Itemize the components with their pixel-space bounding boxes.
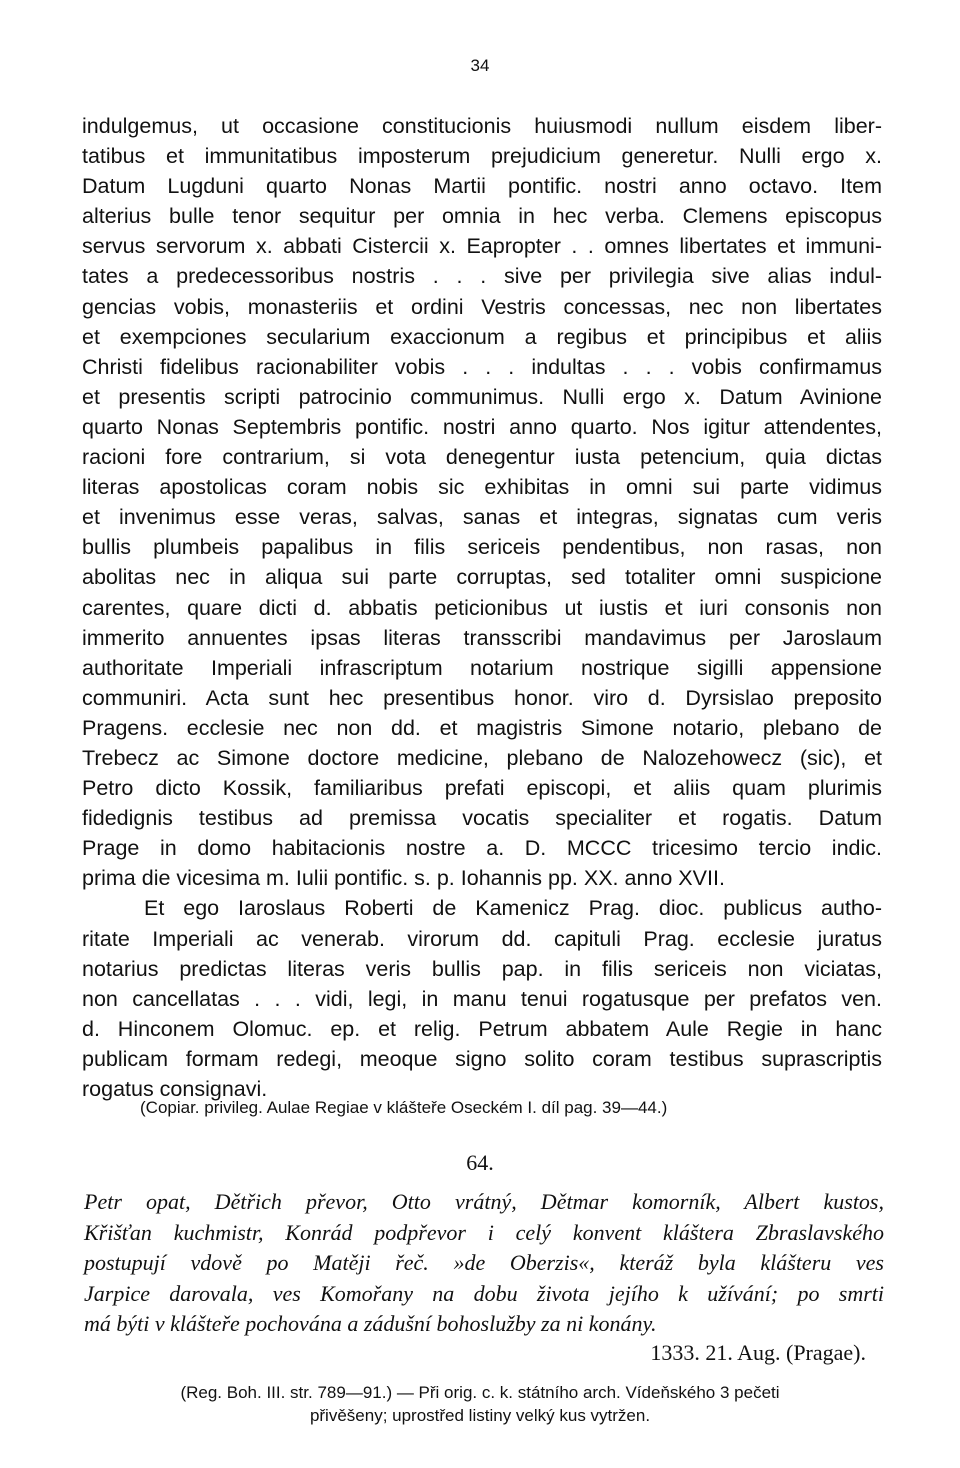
archival-note-line: přivěšeny; uprostřed listiny velký kus vytržen.	[309, 1406, 651, 1425]
latin-text-body	[82, 111, 882, 1104]
text-line: notarius predictas literas veris bullis pap. in filis sericeis non viciatas,	[82, 956, 882, 981]
text-line: publicam formam redegi, meoque signo solito coram testibus suprascriptis	[82, 1046, 882, 1071]
text-line: communiri. Acta sunt hec presentibus honor. viro d. Dyrsislao preposito	[82, 685, 882, 710]
text-line: authoritate Imperiali infrascriptum notarium nostrique sigilli appensione	[82, 655, 882, 680]
regest-line: Jarpice darovala, ves Komořany na dobu života jejího k užívání; po smrti	[84, 1280, 884, 1306]
text-line: Christi fidelibus racionabiliter vobis . . . indultas . . . vobis confirmamus	[82, 354, 882, 379]
text-line: et exempciones secularium exaccionum a regibus et principibus et aliis	[82, 324, 882, 349]
text-line: ritate Imperiali ac venerab. virorum dd. capituli Prag. ecclesie juratus	[82, 926, 882, 951]
text-line: fidedignis testibus ad premissa vocatis specialiter et rogatis. Datum	[82, 806, 882, 831]
page-number: 34	[470, 56, 490, 75]
archival-note	[80, 1381, 880, 1427]
text-line: gencias vobis, monasteriis et ordini Vestris concessas, nec non libertates	[82, 294, 882, 319]
text-line: indulgemus, ut occasione constitucionis huiusmodi nullum eisdem liber-	[82, 114, 882, 138]
text-line: racioni fore contrarium, si vota denegentur iusta petencium, quia dictas	[82, 445, 882, 470]
date-line: 1333. 21. Aug. (Pragae).	[650, 1340, 866, 1365]
czech-regest	[84, 1187, 884, 1340]
text-line: d. Hinconem Olomuc. ep. et relig. Petrum abbatem Aule Regie in hanc	[82, 1016, 882, 1041]
archival-note-line: (Reg. Boh. III. str. 789—91.) — Při orig. c. k. státního arch. Vídeňského 3 pečeti	[180, 1383, 780, 1402]
text-line: carentes, quare dicti d. abbatis peticionibus ut iustis et iuri consonis non	[82, 595, 882, 620]
text-line: tatibus et immunitatibus imposterum prejudicium generetur. Nulli ergo x.	[82, 144, 882, 169]
text-line: Datum Lugduni quarto Nonas Martii pontific. nostri anno octavo. Item	[82, 174, 882, 199]
text-line: Prage in domo habitacionis nostre a. D. MCCC tricesimo tercio indic.	[82, 836, 882, 861]
text-line: Petro dicto Kossik, familiaribus prefati episcopi, et aliis quam plurimis	[82, 776, 882, 801]
text-line: literas apostolicas coram nobis sic exhibitas in omni sui parte vidimus	[82, 475, 882, 500]
regest-line: postupují vdově po Matěji řeč. »de Oberzis«, kteráž byla klášteru ves	[84, 1250, 884, 1275]
text-line: bullis plumbeis papalibus in filis sericeis pendentibus, non rasas, non	[82, 535, 882, 560]
text-line: prima die vicesima m. Iulii pontific. s. p. Iohannis pp. XX. anno XVII.	[82, 866, 725, 891]
text-line: Trebecz ac Simone doctore medicine, plebano de Nalozehowecz (sic), et	[82, 745, 882, 770]
text-line: alterius bulle tenor sequitur per omnia in hec verba. Clemens episcopus	[82, 204, 882, 229]
regest-line: Petr opat, Dětřich převor, Otto vrátný, Dětmar komorník, Albert kustos,	[84, 1189, 884, 1214]
source-citation: (Copiar. privileg. Aulae Regiae v klášteře Oseckém I. díl pag. 39—44.)	[140, 1098, 668, 1117]
text-line: et presentis scripti patrocinio communimus. Nulli ergo x. Datum Avinione	[82, 384, 882, 409]
text-line: servus servorum x. abbati Cistercii x. Eapropter . . omnes libertates et immuni-	[82, 234, 882, 259]
text-line: rogatus consignavi.	[82, 1077, 268, 1101]
text-line: Et ego Iaroslaus Roberti de Kamenicz Prag. dioc. publicus autho-	[144, 896, 882, 921]
regest-line: má býti v klášteře pochována a zádušní bohoslužby za ni konány.	[84, 1311, 657, 1336]
text-line: tates a predecessoribus nostris . . . sive per privilegia sive alias indul-	[82, 264, 882, 289]
text-line: immerito annuentes ipsas literas transscribi mandavimus per Jaroslaum	[82, 625, 882, 650]
text-line: Pragens. ecclesie nec non dd. et magistris Simone notario, plebano de	[82, 715, 882, 740]
text-line: abolitas nec in aliqua sui parte corruptas, sed totaliter omni suspicione	[82, 565, 882, 590]
text-line: quarto Nonas Septembris pontific. nostri anno quarto. Nos igitur attendentes,	[82, 414, 882, 439]
document-number: 64.	[466, 1150, 494, 1175]
regest-line: Křišťan kuchmistr, Konrád podpřevor i celý konvent kláštera Zbraslavského	[84, 1219, 884, 1245]
text-line: non cancellatas . . . vidi, legi, in manu tenui rogatusque per prefatos ven.	[82, 986, 882, 1011]
text-line: et invenimus esse veras, salvas, sanas et integras, signatas cum veris	[82, 505, 882, 530]
